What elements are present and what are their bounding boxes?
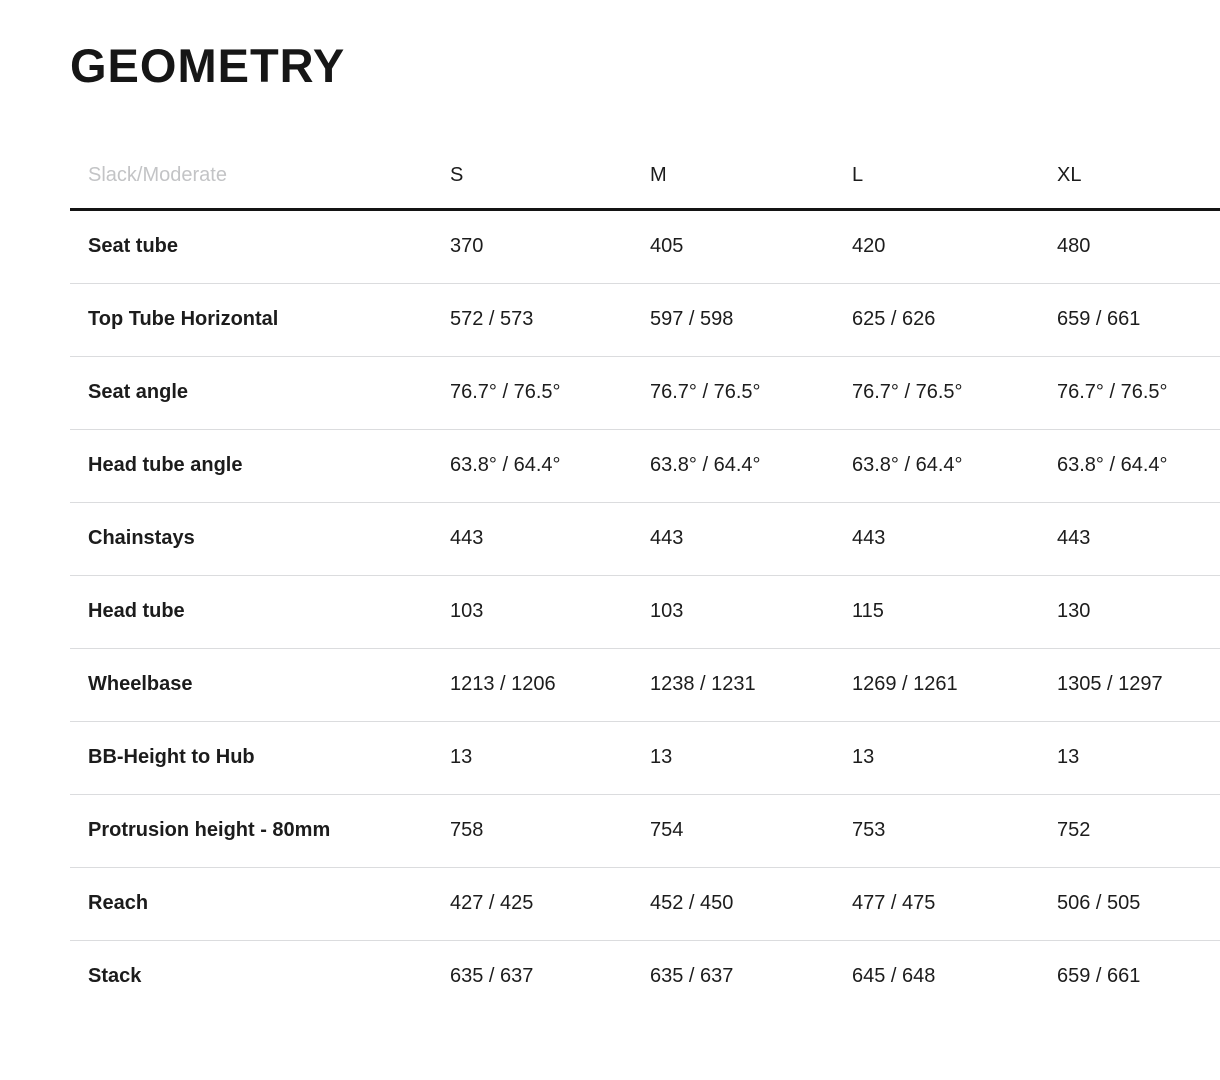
cell-value-s: 63.8° / 64.4° (450, 429, 650, 502)
geometry-section (70, 0, 1220, 1013)
row-label: Seat tube (88, 235, 179, 258)
cell-value-xl: 506 / 505 (1057, 867, 1220, 940)
table-row (70, 575, 1220, 648)
cell-value-m: 597 / 598 (650, 283, 852, 356)
table-row (70, 502, 1220, 575)
cell-value-s: 443 (450, 502, 650, 575)
table-row (70, 721, 1220, 794)
cell-value-m: 13 (650, 721, 852, 794)
cell-value-m: 754 (650, 794, 852, 867)
cell-value-xl: 443 (1057, 502, 1220, 575)
table-row (70, 940, 1220, 1013)
cell-value-xl: 480 (1057, 235, 1091, 258)
cell-value-l: 477 / 475 (852, 867, 1057, 940)
cell-value-xl: 752 (1057, 794, 1220, 867)
column-header-size-s: S (450, 144, 650, 210)
cell-value-xl: 13 (1057, 721, 1220, 794)
cell-value-l: 753 (852, 794, 1057, 867)
cell-value-m: 63.8° / 64.4° (650, 429, 852, 502)
column-header-mode: Slack/Moderate (70, 144, 450, 210)
cell-value-l: 63.8° / 64.4° (852, 429, 1057, 502)
row-label: Head tube angle (70, 429, 450, 502)
cell-value-xl: 63.8° / 64.4° (1057, 429, 1220, 502)
cell-value-s: 13 (450, 721, 650, 794)
row-label: BB-Height to Hub (70, 721, 450, 794)
row-label: Wheelbase (70, 648, 450, 721)
cell-value-m: 452 / 450 (650, 867, 852, 940)
row-label: Top Tube Horizontal (70, 283, 450, 356)
cell-value-l: 1269 / 1261 (852, 648, 1057, 721)
cell-value-m: 405 (650, 235, 684, 258)
table-row (70, 209, 1220, 283)
cell-value-m: 635 / 637 (650, 940, 852, 1013)
cell-value-s: 76.7° / 76.5° (450, 356, 650, 429)
cell-value-s: 1213 / 1206 (450, 648, 650, 721)
column-header-size-l: L (852, 144, 1057, 210)
cell-value-m: 1238 / 1231 (650, 648, 852, 721)
cell-value-s: 427 / 425 (450, 867, 650, 940)
cell-value-m: 103 (650, 575, 852, 648)
cell-value-l: 76.7° / 76.5° (852, 356, 1057, 429)
cell-value-s: 635 / 637 (450, 940, 650, 1013)
table-header-row (70, 144, 1220, 210)
cell-value-s: 103 (450, 575, 650, 648)
cell-value-m: 443 (650, 502, 852, 575)
geometry-table (70, 144, 1220, 1013)
cell-value-s: 572 / 573 (450, 283, 650, 356)
cell-value-xl: 76.7° / 76.5° (1057, 356, 1220, 429)
row-label: Chainstays (70, 502, 450, 575)
table-row (70, 283, 1220, 356)
row-label: Reach (70, 867, 450, 940)
cell-value-l: 420 (852, 235, 886, 258)
row-label: Head tube (70, 575, 450, 648)
row-label: Seat angle (70, 356, 450, 429)
table-row (70, 429, 1220, 502)
column-header-size-xl: XL (1057, 144, 1220, 210)
page-title: GEOMETRY (70, 39, 346, 92)
column-header-size-m: M (650, 144, 852, 210)
cell-value-l: 443 (852, 502, 1057, 575)
cell-value-l: 645 / 648 (852, 940, 1057, 1013)
table-row (70, 648, 1220, 721)
row-label: Protrusion height - 80mm (70, 794, 450, 867)
table-row (70, 794, 1220, 867)
cell-value-xl: 659 / 661 (1057, 283, 1220, 356)
cell-value-xl: 130 (1057, 575, 1220, 648)
table-row (70, 356, 1220, 429)
cell-value-l: 115 (852, 575, 1057, 648)
cell-value-xl: 659 / 661 (1057, 940, 1220, 1013)
row-label: Stack (70, 940, 450, 1013)
cell-value-s: 370 (450, 235, 484, 258)
table-row (70, 867, 1220, 940)
cell-value-s: 758 (450, 794, 650, 867)
cell-value-m: 76.7° / 76.5° (650, 356, 852, 429)
cell-value-l: 13 (852, 721, 1057, 794)
cell-value-xl: 1305 / 1297 (1057, 648, 1220, 721)
cell-value-l: 625 / 626 (852, 283, 1057, 356)
